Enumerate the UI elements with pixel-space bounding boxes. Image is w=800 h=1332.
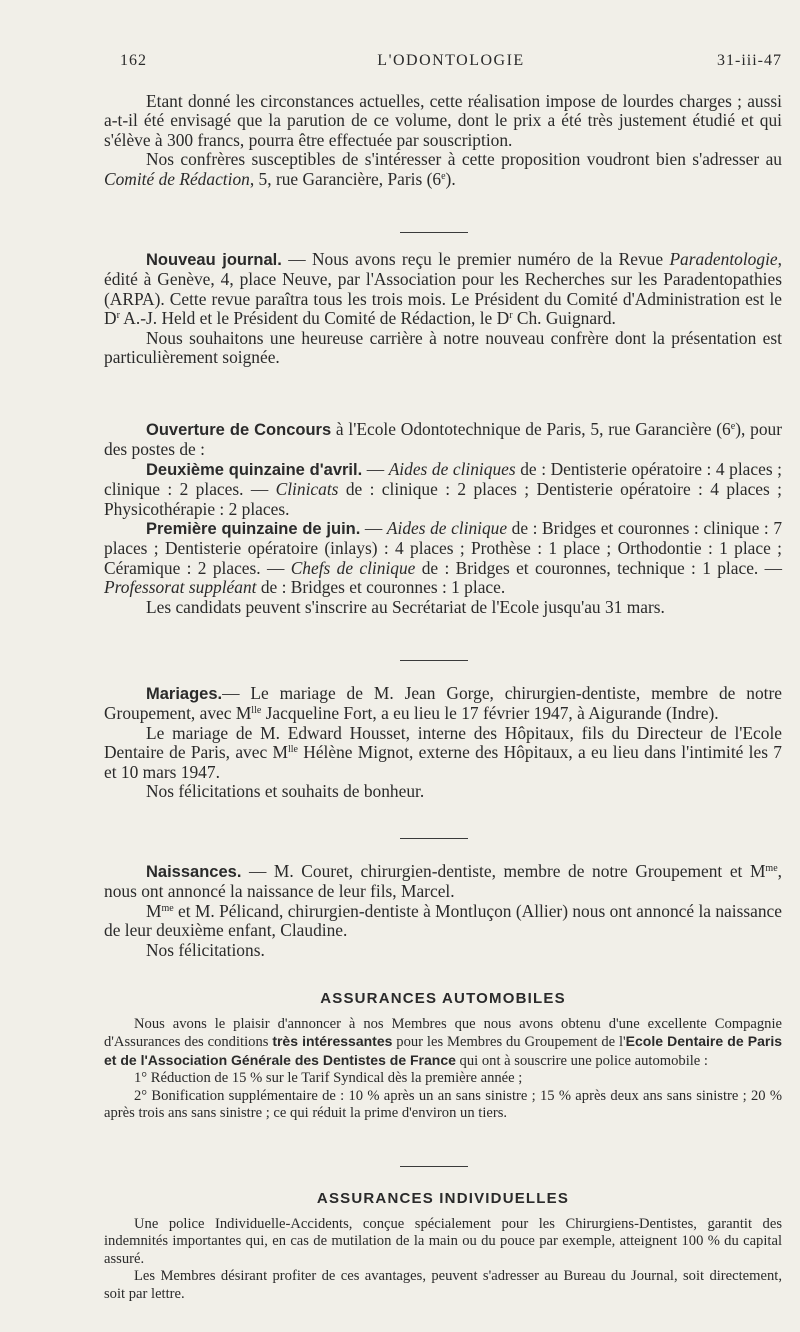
text-run: Nous avons le plaisir d'annoncer à nos Membres que nous avons obtenu d'une excellente Compagnie d'Assurances des conditions xyxy=(104,1016,782,1051)
text-run: — xyxy=(362,458,389,479)
text-run: Jacqueline Fort, a eu lieu le 17 février 1947, à Aigurande (Indre). xyxy=(261,703,719,724)
section-title: Naissances. xyxy=(146,863,242,881)
text-run: pour les Membres du Groupement de l' xyxy=(392,1034,626,1051)
journal-paragraph xyxy=(104,250,782,329)
concours-april xyxy=(104,460,782,519)
mariage-paragraph-2 xyxy=(104,724,782,782)
text-run: de : Bridges et couronnes : 1 place. xyxy=(256,577,506,598)
committee-name: Comité de Rédaction xyxy=(104,168,250,189)
text-run: — Le mariage de M. Jean Gorge, chirurgien-dentiste, membre de notre Groupement, avec M xyxy=(104,683,782,724)
position-name: Chefs de clinique xyxy=(290,557,416,578)
section-heading-individual: ASSURANCES INDIVIDUELLES xyxy=(316,1190,570,1207)
mariages-section xyxy=(104,684,782,801)
institution-names: Ecole Dentaire de Paris et de l'Association Générale des Dentistes de France xyxy=(104,1033,783,1068)
text-run: de : Bridges et couronnes : clinique : 7 places ; Dentisterie opératoire (inlays) : 4 places ; Prothèse : 1 place ; Orthodontie : 1 place ; Céramique : 2 places. — xyxy=(104,518,783,578)
text-run: de : Bridges et couronnes, technique : 1 place. — xyxy=(415,557,782,578)
text-run: , nous ont annoncé la naissance de leur fils, Marcel. xyxy=(104,861,782,902)
concours-june xyxy=(104,519,782,598)
section-title: Mariages. xyxy=(146,685,223,703)
auto-insurance-section xyxy=(104,1016,782,1122)
text-run: Ch. Guignard. xyxy=(512,308,616,329)
superscript: e xyxy=(730,421,736,432)
text-run: Hélène Mignot, externe des Hôpitaux, a eu lieu dans l'intimité les 7 et 10 mars 1947. xyxy=(104,742,782,782)
position-name: Aides de clinique xyxy=(386,518,508,539)
section-title: Ouverture de Concours xyxy=(146,421,332,439)
auto-item-2: 2° Bonification supplémentaire de : 10 % après un an sans sinistre ; 15 % après deux ans sans sinistre ; 20 % après trois ans sans sinistre ; ce qui réduit la prime d'environ un tiers. xyxy=(104,1087,782,1122)
subsection-title: Première quinzaine de juin. xyxy=(146,520,361,539)
journal-paragraph-2: Nous souhaitons une heureuse carrière à notre nouveau confrère dont la présentation est particulièrement soignée. xyxy=(104,327,782,368)
separator-rule xyxy=(400,660,468,661)
separator-rule xyxy=(400,838,468,839)
text-run: , édité à Genève, 4, place Neuve, par l'Association pour les Recherches sur les Paradentopathies (ARPA). Cette revue paraîtra tous les trois mois. Le Président du Comité d'Administration est le D xyxy=(104,249,782,329)
position-name: Clinicats xyxy=(275,479,339,500)
text-run: Nos confrères susceptibles de s'intéresser à cette proposition voudront bien s'adresser au xyxy=(146,149,782,170)
intro-paragraph-2 xyxy=(104,150,782,189)
superscript: e xyxy=(441,170,446,182)
superscript: lle xyxy=(251,705,262,717)
text-run: de : clinique : 2 places ; Dentisterie opératoire : 4 places ; Physicothérapie : 2 places. xyxy=(104,479,782,519)
separator-rule xyxy=(400,232,468,233)
mariage-paragraph xyxy=(104,684,782,724)
position-name: Professorat suppléant xyxy=(104,577,257,598)
page-number: 162 xyxy=(120,52,147,69)
naissance-congrats: Nos félicitations. xyxy=(146,939,265,960)
subsection-title: Deuxième quinzaine d'avril. xyxy=(146,460,363,479)
text-run: — xyxy=(360,518,387,539)
concours-registration: Les candidats peuvent s'inscrire au Secrétariat de l'Ecole jusqu'au 31 mars. xyxy=(146,596,665,617)
position-name: Aides de cliniques xyxy=(388,458,516,479)
superscript: r xyxy=(116,310,120,322)
running-title: L'ODONTOLOGIE xyxy=(377,52,525,69)
nouveau-journal-section xyxy=(104,250,782,367)
text-run: M xyxy=(146,900,162,921)
emphasis: très intéressantes xyxy=(272,1033,393,1050)
text-run: à l'Ecole Odontotechnique de Paris, 5, rue Garancière (6 xyxy=(331,419,731,439)
text-run: ), pour des postes de : xyxy=(104,419,782,460)
superscript: r xyxy=(509,310,513,322)
superscript: lle xyxy=(287,744,298,756)
individual-insurance-section xyxy=(104,1216,782,1303)
text-run: — Nous avons reçu le premier numéro de la Revue xyxy=(281,249,670,269)
intro-block xyxy=(104,92,782,189)
issue-date: 31-iii-47 xyxy=(717,52,782,69)
text-run: , 5, rue Garancière, Paris (6 xyxy=(249,168,442,189)
section-title: Nouveau journal. xyxy=(146,251,282,269)
text-run: — M. Couret, chirurgien-dentiste, membre de notre Groupement et M xyxy=(241,861,766,881)
section-heading-auto: ASSURANCES AUTOMOBILES xyxy=(320,990,566,1007)
individual-paragraph: Une police Individuelle-Accidents, conçue spécialement pour les Chirurgiens-Dentistes, garantit des indemnités importantes qui, en cas de mutilation de la main ou du pouce par exemple, atteignent 100 % du capital assuré. xyxy=(104,1216,782,1267)
concours-section xyxy=(104,420,782,617)
auto-item-1: 1° Réduction de 15 % sur le Tarif Syndical dès la première année ; xyxy=(134,1070,523,1087)
text-run: ). xyxy=(445,168,456,189)
concours-intro xyxy=(104,420,782,460)
superscript: me xyxy=(765,863,778,874)
journal-name: Paradentologie xyxy=(669,249,778,269)
naissances-section xyxy=(104,862,782,960)
text-run: A.-J. Held et le Président du Comité de Rédaction, le D xyxy=(119,308,510,329)
separator-rule xyxy=(400,1166,468,1167)
auto-paragraph xyxy=(104,1016,782,1070)
naissance-paragraph-2 xyxy=(104,902,782,941)
text-run: de : Dentisterie opératoire : 4 places ; clinique : 2 places. — xyxy=(104,458,782,500)
text-run: et M. Pélicand, chirurgien-dentiste à Montluçon (Allier) nous ont annoncé la naissance de leur deuxième enfant, Claudine. xyxy=(104,900,782,941)
text-run: Le mariage de M. Edward Housset, interne des Hôpitaux, fils du Directeur de l'Ecole Dentaire de Paris, avec M xyxy=(104,722,782,763)
individual-paragraph-2: Les Membres désirant profiter de ces avantages, peuvent s'adresser au Bureau du Journal, soit directement, soit par lettre. xyxy=(104,1268,782,1302)
naissance-paragraph xyxy=(104,862,782,902)
mariage-congrats: Nos félicitations et souhaits de bonheur. xyxy=(146,781,425,802)
superscript: me xyxy=(161,902,174,914)
text-run: qui ont à souscrire une police automobile : xyxy=(455,1052,708,1069)
intro-paragraph: Etant donné les circonstances actuelles, cette réalisation impose de lourdes charges ; aussi a-t-il été envisagé que la parution de ce volume, dont le prix a été très justement étudié et qui s'élève à 300 francs, pourra être effectuée par souscription. xyxy=(104,91,782,150)
